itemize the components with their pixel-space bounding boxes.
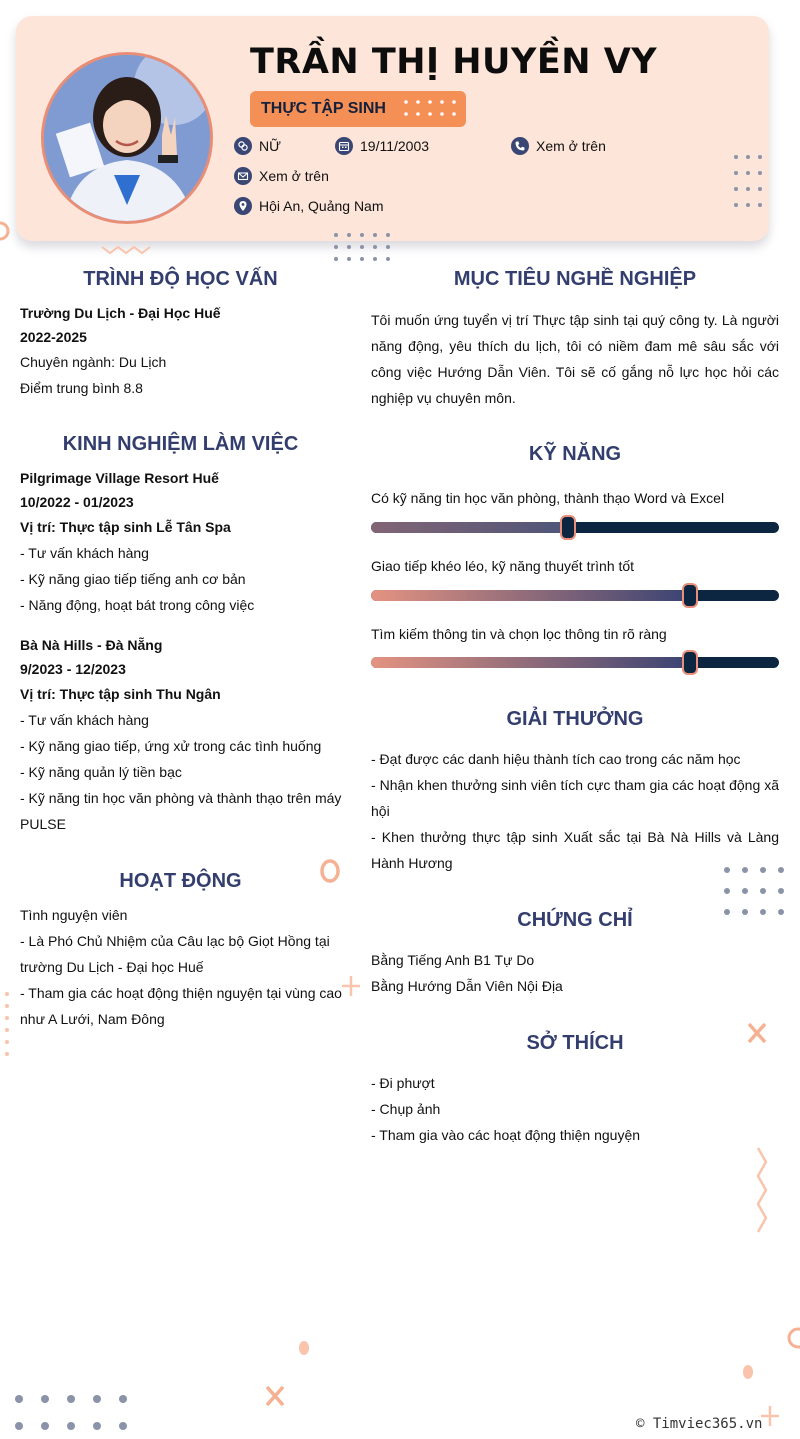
objective-text: Tôi muốn ứng tuyển vị trí Thực tập sinh tại quý công ty. Là người năng động, yêu thích du lịch, tôi có niềm đam mê sâu sắc với công việc Hướng Dẫn Viên. Tôi sẽ cố gắng nỗ lực học hỏi các nghiệp vụ chuyên môn.: [371, 312, 779, 406]
job-task: - Tư vấn khách hàng: [20, 545, 149, 561]
dots-decoration: [10, 1388, 134, 1436]
birthday-item: [335, 136, 429, 156]
skill-label: Tìm kiếm thông tin và chọn lọc thông tin rõ ràng: [371, 626, 667, 642]
activity-line: như A Lưới, Nam Đông: [20, 1011, 165, 1027]
job-task: - Kỹ năng tin học văn phòng và thành thạo trên máy: [20, 790, 342, 806]
education-heading: TRÌNH ĐỘ HỌC VẤN: [83, 268, 278, 290]
award-item: - Đạt được các danh hiệu thành tích cao trong các năm học: [371, 751, 741, 767]
hobby-item: - Đi phượt: [371, 1075, 435, 1091]
awards-heading: GIẢI THƯỞNG: [506, 708, 644, 730]
experience-heading: KINH NGHIỆM LÀM VIỆC: [62, 433, 299, 455]
cross-decoration: [263, 1383, 287, 1409]
zigzag-decoration: [100, 243, 156, 255]
job-task: - Kỹ năng quản lý tiền bạc: [20, 764, 182, 780]
ring-decoration: [0, 220, 14, 244]
award-item: - Nhận khen thưởng sinh viên tích cực tham gia các hoạt động xã hội: [371, 777, 779, 819]
gender-icon: [234, 137, 252, 155]
location-pin-icon: [234, 197, 252, 215]
certificate-item: Bằng Tiếng Anh B1 Tự Do: [371, 952, 535, 968]
job-task: - Năng động, hoạt bát trong công việc: [20, 597, 255, 613]
skill-label: Có kỹ năng tin học văn phòng, thành thạo Word và Excel: [371, 490, 725, 506]
job-position: Vị trí: Thực tập sinh Thu Ngân: [20, 686, 221, 702]
job-task: - Kỹ năng giao tiếp, ứng xử trong các tình huống: [20, 738, 322, 754]
education-gpa: Điểm trung bình 8.8: [20, 380, 143, 396]
phone-icon: [511, 137, 529, 155]
oval-decoration: [296, 1338, 312, 1358]
email-icon: [234, 167, 252, 185]
activities-heading: HOẠT ĐỘNG: [119, 870, 242, 892]
skill-bar-knob: [682, 583, 698, 608]
job-task: PULSE: [20, 816, 66, 832]
activity-line: - Là Phó Chủ Nhiệm của Câu lạc bộ Giọt Hồng tại: [20, 933, 330, 949]
skill-bar-fill: [371, 590, 689, 601]
email-item: [234, 166, 329, 186]
objective-heading: MỤC TIÊU NGHỀ NGHIỆP: [453, 268, 697, 290]
dots-decoration: [332, 231, 394, 263]
profile-photo: [41, 52, 213, 224]
activity-line: Tình nguyện viên: [20, 907, 128, 923]
skill-bar-knob: [682, 650, 698, 675]
calendar-icon: [335, 137, 353, 155]
email-value: Xem ở trên: [259, 168, 329, 184]
dotted-line-decoration: [2, 990, 12, 1062]
ring-decoration: [782, 1320, 800, 1356]
job-task: - Tư vấn khách hàng: [20, 712, 149, 728]
skill-bar-fill: [371, 657, 689, 668]
skill-label: Giao tiếp khéo léo, kỹ năng thuyết trình tốt: [371, 558, 635, 574]
certificates-heading: CHỨNG CHỈ: [517, 909, 633, 931]
phone-value: Xem ở trên: [536, 138, 606, 154]
hobby-item: - Tham gia vào các hoạt động thiện nguyện: [371, 1127, 641, 1143]
skill-bar: [371, 522, 779, 533]
birthday-value: 19/11/2003: [360, 138, 430, 154]
header-dots-decoration: [733, 154, 763, 210]
education-major: Chuyên ngành: Du Lịch: [20, 354, 167, 370]
skill-bar: [371, 657, 779, 668]
candidate-name: TRẦN THỊ HUYỀN VY: [250, 42, 658, 82]
skill-bar: [371, 590, 779, 601]
skill-bar-fill: [371, 522, 567, 533]
phone-item: [511, 136, 606, 156]
activity-line: trường Du Lịch - Đại học Huế: [20, 959, 204, 975]
job-position: Vị trí: Thực tập sinh Lễ Tân Spa: [20, 519, 231, 535]
oval-decoration: [740, 1362, 756, 1382]
role-title: THỰC TẬP SINH: [261, 100, 386, 117]
gender-value: NỮ: [259, 138, 282, 154]
header-card: [16, 16, 769, 241]
award-item: - Khen thưởng thực tập sinh Xuất sắc tại Bà Nà Hills và Làng Hành Hương: [371, 829, 779, 871]
plus-decoration: [760, 1404, 780, 1428]
skills-heading: KỸ NĂNG: [528, 443, 622, 465]
job-task: - Kỹ năng giao tiếp tiếng anh cơ bản: [20, 571, 246, 587]
education-years: 2022-2025: [20, 329, 87, 345]
address-value: Hội An, Quảng Nam: [259, 198, 384, 214]
skill-bar-knob: [560, 515, 576, 540]
job-period: 10/2022 - 01/2023: [20, 494, 134, 510]
zigzag-vertical-decoration: [752, 1146, 772, 1236]
hobby-item: - Chụp ảnh: [371, 1101, 441, 1117]
hobbies-heading: SỞ THÍCH: [526, 1032, 624, 1054]
plus-decoration: [341, 974, 361, 998]
education-school: Trường Du Lịch - Đại Học Huế: [20, 305, 221, 321]
job-period: 9/2023 - 12/2023: [20, 661, 126, 677]
gender-item: [234, 136, 281, 156]
activity-line: - Tham gia các hoạt động thiện nguyện tại vùng cao: [20, 985, 342, 1001]
job-company: Bà Nà Hills - Đà Nẵng: [20, 637, 163, 653]
job-company: Pilgrimage Village Resort Huế: [20, 470, 219, 486]
badge-dots-decoration: [402, 97, 458, 119]
role-badge: [250, 91, 466, 127]
address-item: [234, 196, 384, 216]
certificate-item: Bằng Hướng Dẫn Viên Nội Địa: [371, 978, 563, 994]
footer-copyright: © Timviec365.vn: [636, 1416, 763, 1432]
